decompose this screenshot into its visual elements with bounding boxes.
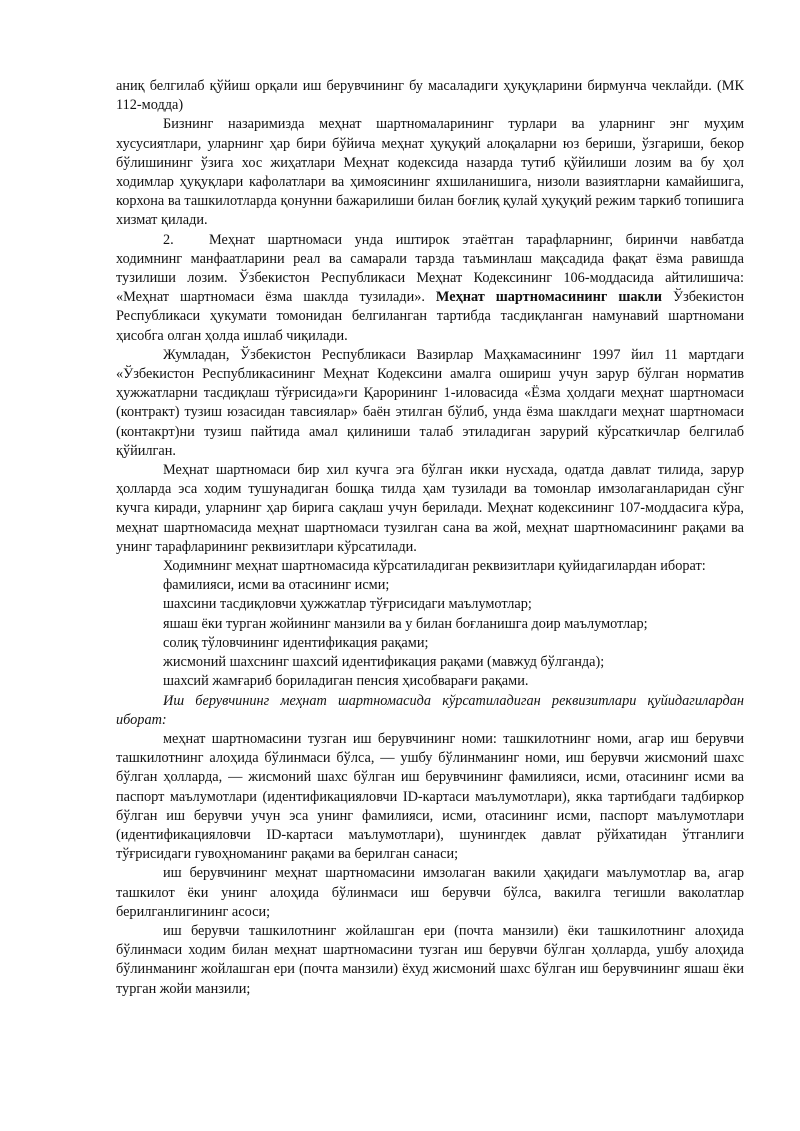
list-item: шахсий жамғариб бориладиган пенсия ҳисобварағи рақами.	[163, 673, 529, 690]
list-item: жисмоний шахснинг шахсий идентификация рақами (мавжуд бўлганда);	[163, 654, 605, 671]
paragraph-6: Ходимнинг меҳнат шартномасида кўрсатиладиган реквизитлари қуйидагилардан иборат:	[163, 558, 706, 575]
paragraph-3-tail: Ўзбекистон Республикаси ҳукумати томонидан белгиланган тартибда тасдиқланган намунавий шартномани ҳисобга олган ҳолда ишлаб чиқилади.	[116, 289, 745, 344]
paragraph-8: меҳнат шартномасини тузган иш берувчининг номи: ташкилотнинг номи, агар иш берувчи ташкилотнинг алоҳида бўлинмаси бўлса, — ушбу бўлинманинг номи, иш берувчи жисмоний шахс бўлган ҳолларда, — жисмоний шахс бўлган иш берувчининг фамилияси, исми, отасининг исми ва паспорт маълумотлари (идентификацияловчи ID-картаси маълумотлари), якка тартибдаги тадбиркор бўлган иш берувчи учун эса унинг фамилияси, исми, отасининг исми, паспорт маълумотлари (идентификацияловчи ID-картаси маълумотлари), шунингдек давлат рўйхатидан ўтганлиги тўғрисидаги гувоҳноманинг рақами ва берилган санаси;	[116, 730, 744, 863]
paragraph-1: аниқ белгилаб қўйиш орқали иш берувчининг бу масаладиги ҳуқуқларини бирмунча чеклайди. (МК 112-модда)	[116, 78, 744, 114]
list-item: солиқ тўловчининг идентификация рақами;	[163, 634, 429, 651]
paragraph-9: иш берувчининг меҳнат шартномасини имзолаган вакили ҳақидаги маълумотлар ва, агар ташкилот ёки унинг алоҳида бўлинмаси иш берувчи бўлса, вакилга тегишли ваколатлар берилганлигининг асоси;	[116, 865, 744, 920]
paragraph-4: Жумладан, Ўзбекистон Республикаси Вазирлар Маҳкамасининг 1997 йил 11 мартдаги «Ўзбекистон Республикасининг Меҳнат Кодексини амалга ошириш учун зарур бўлган норматив ҳужжатларни тасдиқлаш тўғрисида»ги Қарорининг 1-иловасида «Ёзма ҳолдаги меҳнат шартномаси (контракт) тузиш юзасидан тавсиялар» баён этилган бўлиб, унда ёзма шаклдаги меҳнат шартномаси (контакрт)ни тузиш пайтида амал қилиниши талаб этиладиган зарурий кўрсаткичлар белгилаб қўйилган.	[116, 346, 744, 459]
paragraph-3-text: Меҳнат шартномаси унда иштирок этаётган тарафларнинг, биринчи навбатда ходимнинг манфаатларини реал ва самарали тарзда таъминлаш мақсадида фақат ёзма равишда тузилиши лозим. Ўзбекистон Республикаси Меҳнат Кодексининг 106-моддасида айтилишича: «Меҳнат шартномаси ёзма шаклда тузилади».	[116, 231, 744, 306]
bold-term: Меҳнат шартномасининг шакли	[435, 289, 663, 306]
employee-requisites-list	[116, 576, 744, 691]
paragraph-10: иш берувчи ташкилотнинг жойлашган ери (почта манзили) ёки ташкилотнинг алоҳида бўлинмаси ходим билан меҳнат шартномасини тузган иш берувчи бўлган ҳолларда, ушбу алоҳида бўлинманинг жойлашган ери (почта манзили) ёхуд жисмоний шахс бўлган иш берувчининг яшаш ёки турган жойи манзили;	[116, 922, 744, 997]
list-item: шахсини тасдиқловчи ҳужжатлар тўғрисидаги маълумотлар;	[163, 596, 532, 613]
paragraph-3	[116, 231, 744, 346]
employer-requisites-heading: Иш берувчининг меҳнат шартномасида кўрсатиладиган реквизитлари қуйидагилардан иборат:	[116, 692, 744, 728]
paragraph-5: Меҳнат шартномаси бир хил кучга эга бўлган икки нусхада, одатда давлат тилида, зарур ҳолларда эса ходим тушунадиган бошқа тилда ҳам тузилади ва томонлар имзолаганларидан сўнг кучга киради, уларнинг ҳар бирига сақлаш учун берилади. Меҳнат кодексининг 107-моддасига кўра, меҳнат шартномасида меҳнат шартномаси тузилган сана ва жой, меҳнат шартномасининг рақами ва унинг тарафларининг реквизитлари кўрсатилади.	[116, 462, 744, 555]
list-item: яшаш ёки турган жойининг манзили ва у билан боғланишга доир маълумотлар;	[163, 615, 648, 632]
paragraph-2: Бизнинг назаримизда меҳнат шартномаларининг турлари ва уларнинг энг муҳим хусусиятлари, уларнинг ҳар бири бўйича меҳнат ҳуқуқий алоқаларни юз бериши, ўзгариши, бекор бўлишининг ўзига хос жиҳатлари Меҳнат кодексида назарда тутиб қўйилиши лозим ва бу ҳол ходимлар ҳуқуқлари кафолатлари ва ҳимоясининг яхшиланишига, низоли вазиятларни камайишига, корхона ва ташкилотларда қонунни бажарилиши билан боғлиқ қулай ҳуқуқий режим таркиб топишига хизмат қилади.	[116, 116, 744, 229]
paragraph-number: 2.	[163, 231, 174, 248]
list-item: фамилияси, исми ва отасининг исми;	[163, 577, 390, 594]
